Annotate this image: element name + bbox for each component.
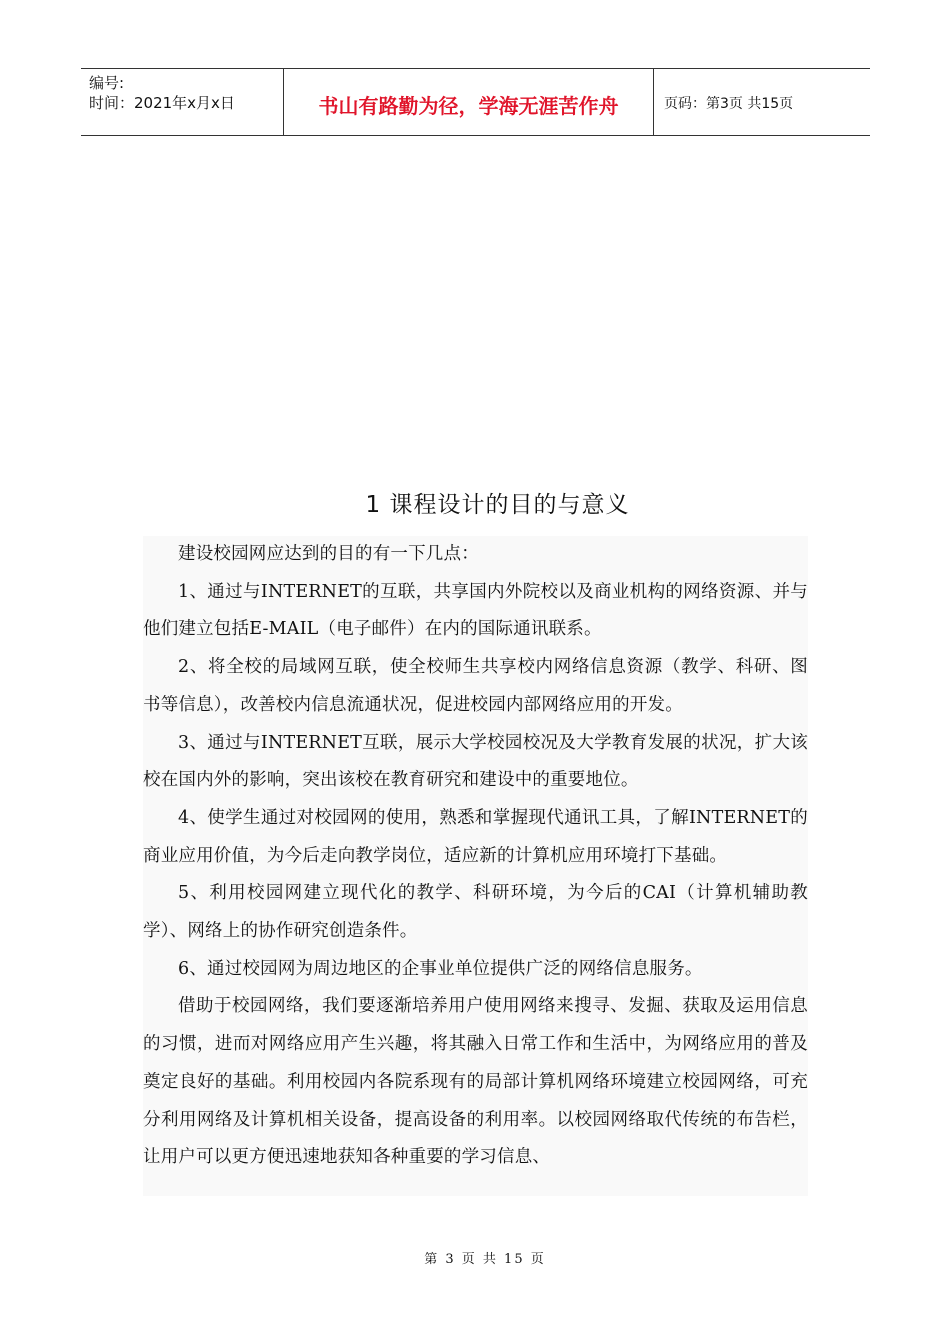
paragraph: 借助于校园网络，我们要逐渐培养用户使用网络来搜寻、发掘、获取及运用信息的习惯，进而对网络应用产生兴趣，将其融入日常工作和生活中，为网络应用的普及奠定良好的基础。利用校园内各院系现有的局部计算机网络环境建立校园网络，可充分利用网络及计算机相关设备，提高设备的利用率。以校园网络取代传统的布告栏，让用户可以更方便迅速地获知各种重要的学习信息、 [143,996,808,1168]
page-footer: 第 3 页 共 15 页 [424,1252,546,1267]
number-label: 编号: [89,74,125,92]
body-text [143,536,808,1196]
header-meta [81,69,284,135]
paragraph: 建设校园网应达到的目的有一下几点： [178,544,479,564]
paragraph: 3、通过与INTERNET互联，展示大学校园校况及大学教育发展的状况，扩大该校在国内外的影响，突出该校在教育研究和建设中的重要地位。 [143,732,808,791]
paragraph: 1、通过与INTERNET的互联，共享国内外院校以及商业机构的网络资源、并与他们建立包括E-MAIL（电子邮件）在内的国际通讯联系。 [143,581,808,640]
page-header [81,68,870,136]
paragraph: 5、利用校园网建立现代化的教学、科研环境，为今后的CAI（计算机辅助教学）、网络上的协作研究创造条件。 [143,883,808,942]
header-motto: 书山有路勤为径，学海无涯苦作舟 [284,69,654,135]
time-label: 时间：2021年x月x日 [89,94,235,112]
paragraph: 4、使学生通过对校园网的使用，熟悉和掌握现代通讯工具，了解INTERNET的商业应用价值，为今后走向教学岗位，适应新的计算机应用环境打下基础。 [143,807,808,866]
header-page-info: 页码：第3页 共15页 [664,96,794,112]
paragraph: 6、通过校园网为周边地区的企事业单位提供广泛的网络信息服务。 [178,958,703,979]
paragraph: 2、将全校的局域网互联，使全校师生共享校内网络信息资源（教学、科研、图书等信息），改善校内信息流通状况，促进校园内部网络应用的开发。 [143,657,808,715]
section-title: 1 课程设计的目的与意义 [365,492,630,518]
